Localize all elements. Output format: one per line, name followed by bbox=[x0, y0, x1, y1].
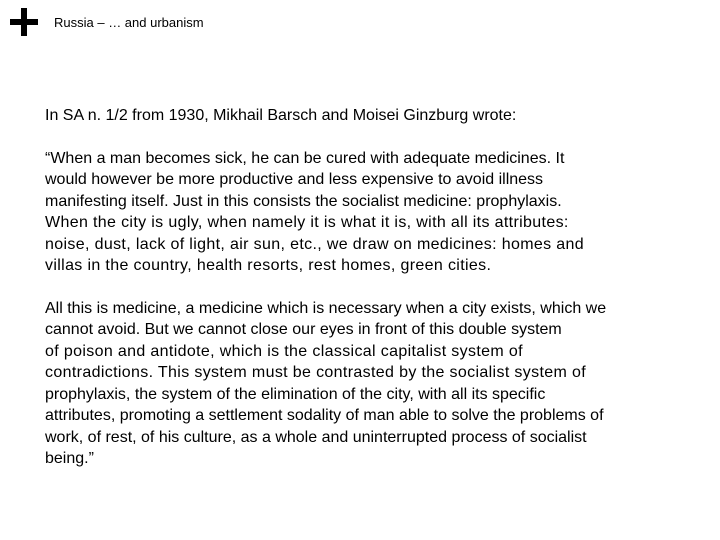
quote-paragraph-2 bbox=[45, 298, 710, 470]
quote-line: would however be more productive and less expensive to avoid illness bbox=[45, 171, 544, 188]
quote-line: manifesting itself. Just in this consists the socialist medicine: prophylaxis. bbox=[45, 192, 562, 210]
intro-text: In SA n. 1/2 from 1930, Mikhail Barsch and Moisei Ginzburg wrote: bbox=[45, 107, 517, 124]
quote-paragraph-1 bbox=[45, 148, 710, 277]
quote-line: work, of rest, of his culture, as a whole and uninterrupted process of socialist bbox=[45, 428, 587, 446]
quote-line: villas in the country, health resorts, rest homes, green cities. bbox=[45, 257, 492, 274]
quote-line: noise, dust, lack of light, air sun, etc., we draw on medicines: homes and bbox=[45, 235, 585, 253]
quote-line: cannot avoid. But we cannot close our eyes in front of this double system bbox=[45, 321, 562, 338]
quote-line: being.” bbox=[45, 450, 94, 467]
slide-content bbox=[45, 105, 710, 470]
quote-line: contradictions. This system must be contrasted by the socialist system of bbox=[45, 364, 587, 381]
quote-line: of poison and antidote, which is the classical capitalist system of bbox=[45, 342, 523, 360]
header-title: Russia – … and urbanism bbox=[54, 15, 204, 30]
quote-line: “When a man becomes sick, he can be cured with adequate medicines. It bbox=[45, 149, 565, 167]
quote-line: attributes, promoting a settlement sodality of man able to solve the problems of bbox=[45, 407, 604, 424]
plus-icon bbox=[8, 6, 40, 38]
quote-line: prophylaxis, the system of the elimination of the city, with all its specific bbox=[45, 385, 546, 403]
quote-line: All this is medicine, a medicine which is necessary when a city exists, which we bbox=[45, 299, 607, 317]
quote-line: When the city is ugly, when namely it is what it is, with all its attributes: bbox=[45, 214, 569, 231]
